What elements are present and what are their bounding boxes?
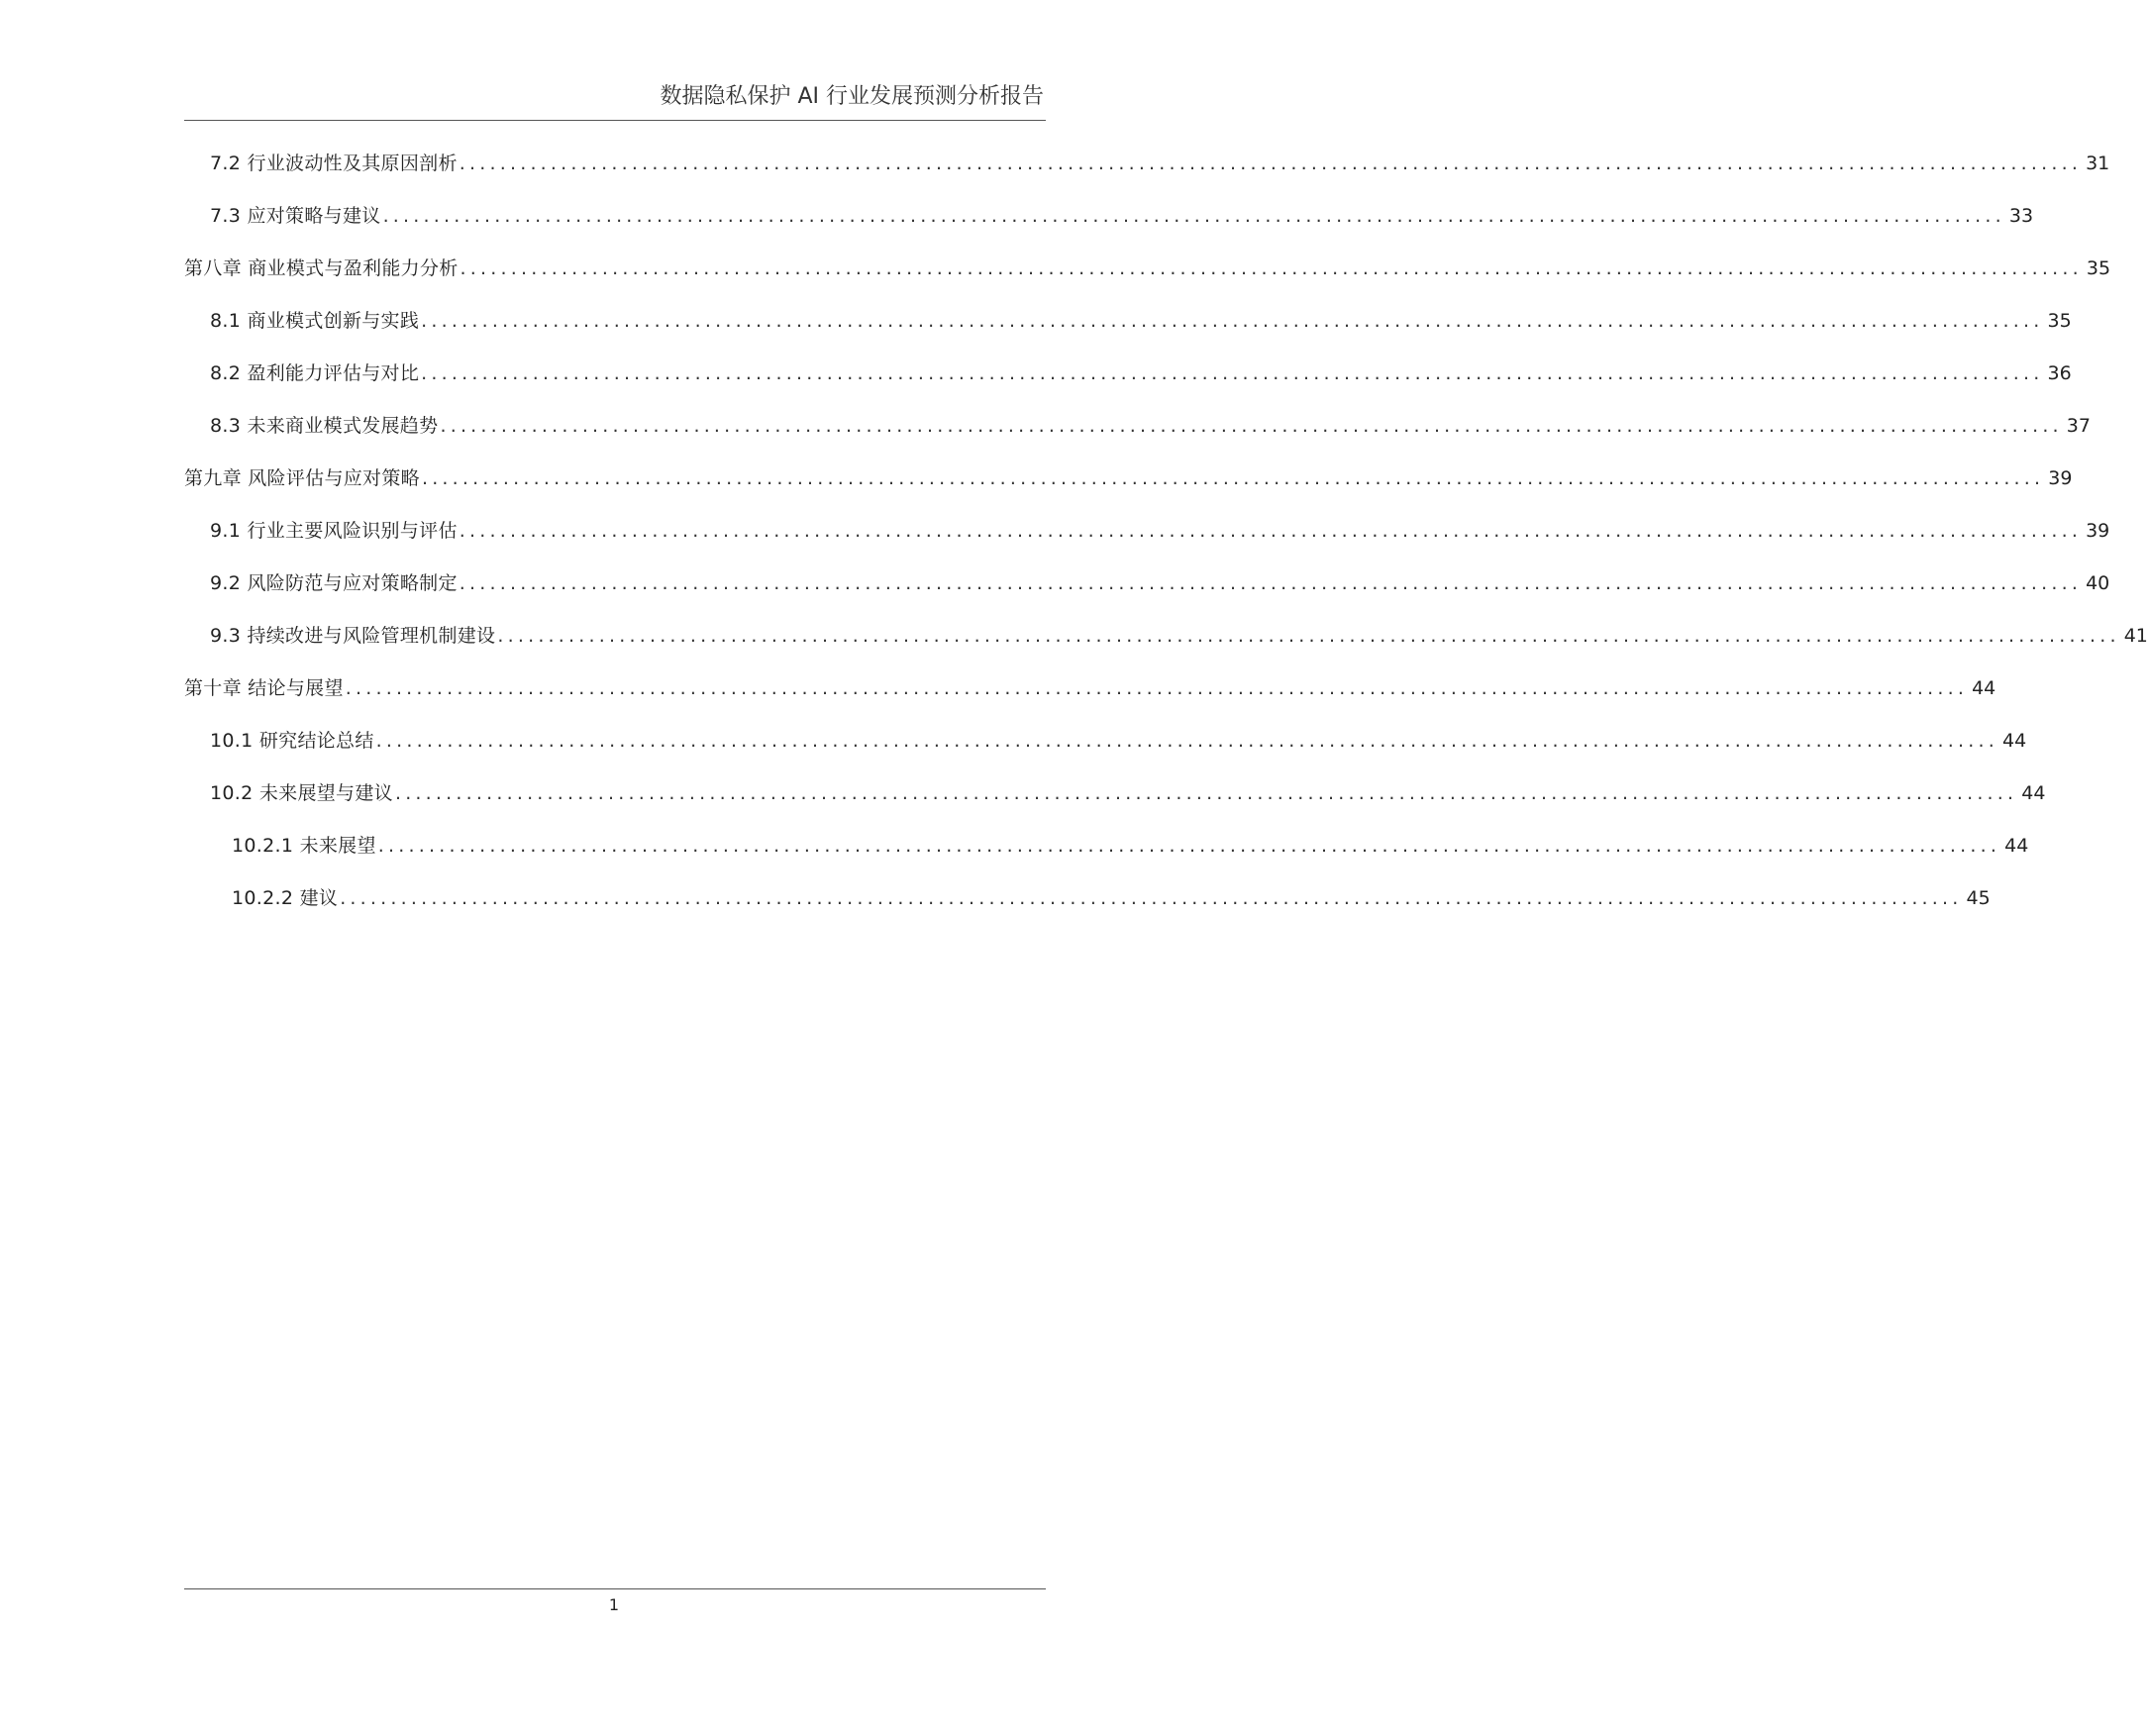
- toc-dot-leader: ................................................................................................................................................................: [340, 887, 1963, 909]
- toc-entry-title: 8.3 未来商业模式发展趋势: [210, 415, 439, 437]
- toc-entry[interactable]: [184, 147, 2110, 199]
- toc-entry-page: 35: [2086, 257, 2111, 279]
- toc-dot-leader: ................................................................................................................................................................: [459, 572, 2083, 594]
- toc-entry-page: 40: [2086, 572, 2110, 594]
- header-divider: [184, 120, 1046, 121]
- toc-entry-page: 31: [2086, 153, 2110, 174]
- toc-entry-page: 45: [1966, 887, 1991, 909]
- toc-entry[interactable]: [184, 357, 2072, 409]
- page-number: 1: [608, 1595, 620, 1614]
- toc-entry-page: 39: [2086, 520, 2110, 542]
- table-of-contents: [184, 147, 2148, 934]
- toc-entry-page: 44: [1972, 677, 1996, 699]
- toc-entry[interactable]: [184, 724, 2027, 776]
- toc-dot-leader: ................................................................................................................................................................: [377, 835, 2001, 857]
- toc-entry-title: 9.3 持续改进与风险管理机制建设: [210, 625, 496, 647]
- toc-entry-page: 39: [2048, 467, 2073, 489]
- toc-entry-title: 9.2 风险防范与应对策略制定: [210, 572, 458, 594]
- toc-entry[interactable]: [184, 671, 1996, 724]
- toc-entry-page: 41: [2123, 625, 2148, 647]
- toc-dot-leader: ................................................................................................................................................................: [421, 362, 2044, 384]
- toc-entry-page: 44: [2001, 730, 2027, 752]
- toc-entry-page: 37: [2066, 415, 2091, 437]
- toc-entry-title: 7.3 应对策略与建议: [210, 205, 381, 227]
- toc-entry-title: 10.2.1 未来展望: [232, 835, 376, 857]
- toc-dot-leader: ................................................................................................................................................................: [345, 677, 1969, 699]
- toc-dot-leader: ................................................................................................................................................................: [459, 153, 2083, 174]
- toc-dot-leader: ................................................................................................................................................................: [394, 782, 2018, 804]
- toc-entry[interactable]: [184, 461, 2073, 514]
- toc-entry[interactable]: [184, 252, 2111, 304]
- toc-dot-leader: ................................................................................................................................................................: [375, 730, 1998, 752]
- toc-entry[interactable]: [184, 776, 2046, 829]
- toc-dot-leader: ................................................................................................................................................................: [460, 257, 2083, 279]
- toc-dot-leader: ................................................................................................................................................................: [440, 415, 2063, 437]
- toc-entry-page: 44: [2004, 835, 2029, 857]
- toc-dot-leader: ................................................................................................................................................................: [497, 625, 2120, 647]
- toc-entry[interactable]: [184, 514, 2110, 566]
- toc-entry-title: 第十章 结论与展望: [184, 677, 344, 699]
- toc-entry-page: 35: [2047, 310, 2072, 332]
- toc-dot-leader: ................................................................................................................................................................: [382, 205, 2005, 227]
- toc-entry-title: 7.2 行业波动性及其原因剖析: [210, 153, 458, 174]
- toc-entry[interactable]: [184, 619, 2148, 671]
- footer-divider: [184, 1588, 1046, 1589]
- toc-entry-title: 10.2.2 建议: [232, 887, 339, 909]
- toc-entry-title: 8.2 盈利能力评估与对比: [210, 362, 420, 384]
- running-header-title: 数据隐私保护 AI 行业发展预测分析报告: [660, 84, 1044, 109]
- toc-dot-leader: ................................................................................................................................................................: [459, 520, 2083, 542]
- toc-entry-title: 9.1 行业主要风险识别与评估: [210, 520, 458, 542]
- toc-entry-page: 33: [2008, 205, 2034, 227]
- toc-entry-title: 10.1 研究结论总结: [210, 730, 374, 752]
- toc-entry-page: 36: [2047, 362, 2072, 384]
- toc-entry[interactable]: [184, 881, 1991, 934]
- toc-entry-title: 10.2 未来展望与建议: [210, 782, 393, 804]
- toc-entry-page: 44: [2021, 782, 2046, 804]
- toc-dot-leader: ................................................................................................................................................................: [421, 310, 2044, 332]
- toc-entry[interactable]: [184, 566, 2110, 619]
- toc-entry-title: 第九章 风险评估与应对策略: [184, 467, 420, 489]
- toc-entry[interactable]: [184, 304, 2072, 357]
- toc-entry[interactable]: [184, 409, 2091, 461]
- toc-entry-title: 8.1 商业模式创新与实践: [210, 310, 420, 332]
- toc-dot-leader: ................................................................................................................................................................: [421, 467, 2045, 489]
- toc-entry[interactable]: [184, 199, 2034, 252]
- toc-entry[interactable]: [184, 829, 2029, 881]
- toc-entry-title: 第八章 商业模式与盈利能力分析: [184, 257, 459, 279]
